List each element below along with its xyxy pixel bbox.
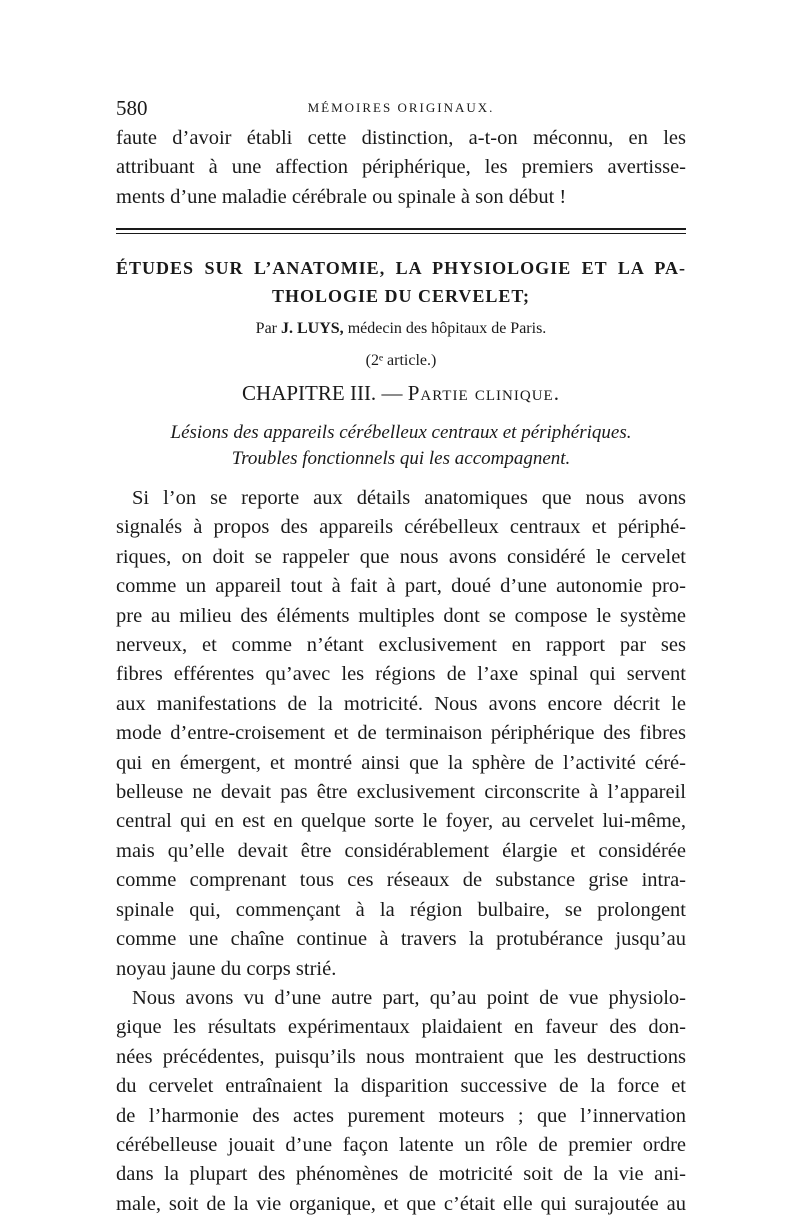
text-line: male, soit de la vie organique, et que c’était elle qui surajoutée au [116,1192,686,1215]
chapter-separator: — [381,381,403,405]
chapter-number: CHAPITRE III. [242,381,377,405]
author-role: médecin des hôpitaux de Paris. [347,320,547,337]
text-line: qui en émergent, et montré ainsi que la sphère de l’activité céré- [116,751,686,774]
text-line: belleuse ne devait pas être exclusivement circonscrite à l’appareil [116,781,686,804]
text-line: mode d’entre-croisement et de terminaison périphérique des fibres [116,722,686,745]
subheading-line-1: Lésions des appareils cérébelleux centraux et périphériques. [170,422,632,443]
chapter-heading [116,379,686,407]
text-line: dans la plupart des phénomènes de motricité soit de la vie ani- [116,1163,686,1186]
text-line: signalés à propos des appareils cérébelleux centraux et périphé- [116,516,686,539]
text-line: pre au milieu des éléments multiples dont se compose le système [116,604,686,627]
article-number: (2ᵉ article.) [365,352,437,369]
running-head [116,96,686,120]
page-number: 580 [116,96,148,120]
text-line: central qui en est en quelque sorte le foyer, au cervelet lui-même, [116,810,686,833]
text-line: comme comprenant tous ces réseaux de substance grise intra- [116,869,686,892]
text-line: comme un appareil tout à fait à part, doué d’une autonomie pro- [116,575,686,598]
text-line: comme une chaîne continue à travers la protubérance jusqu’au [116,928,686,951]
author-name: J. LUYS, [281,320,344,337]
text-line: mais qu’elle devait être considérablement élargie et considérée [116,839,686,862]
article-title-line-2: THOLOGIE DU CERVELET; [271,286,531,306]
previous-article-text [116,124,686,212]
text-line: aux manifestations de la motricité. Nous avons encore décrit le [116,692,686,715]
author-prefix: Par [255,320,277,337]
text-line: Nous avons vu d’une autre part, qu’au point de vue physiolo- [132,986,686,1009]
running-title: MÉMOIRES ORIGINAUX. [307,100,495,115]
text-line: gique les résultats expérimentaux plaidaient en faveur des don- [116,1016,686,1039]
body-text [116,484,686,1219]
text-line: noyau jaune du corps strié. [116,957,337,980]
article-title [116,254,686,310]
text-line: cérébelleuse jouait d’une façon latente un rôle de premier ordre [116,1133,686,1156]
text-line: faute d’avoir établi cette distinction, a-t-on méconnu, en les [116,127,686,149]
subheading-line-2: Troubles fonctionnels qui les accompagnent. [231,448,571,469]
article-title-line-1: ÉTUDES SUR L’ANATOMIE, LA PHYSIOLOGIE ET LA PA- [116,258,686,278]
text-line: fibres efférentes qu’avec les régions de l’axe spinal qui servent [116,663,686,686]
text-line: du cervelet entraînaient la disparition successive de la force et [116,1075,686,1098]
text-line: spinale qui, commençant à la région bulbaire, se prolongent [116,898,686,921]
section-divider [116,228,686,234]
author-line [116,318,686,340]
text-line: nées précédentes, puisqu’ils nous montraient que les destructions [116,1045,686,1068]
text-line: attribuant à une affection périphérique, les premiers avertisse- [116,156,686,179]
text-line: ments d’une maladie cérébrale ou spinale à son début ! [116,185,567,208]
text-line: de l’harmonie des actes purement moteurs ; que l’innervation [116,1104,686,1127]
text-line: nerveux, et comme n’étant exclusivement en rapport par ses [116,634,686,657]
text-line: Si l’on se reporte aux détails anatomiques que nous avons [132,487,686,509]
chapter-subtitle: Partie clinique. [407,381,560,405]
text-line: riques, on doit se rappeler que nous avons considéré le cervelet [116,545,686,568]
